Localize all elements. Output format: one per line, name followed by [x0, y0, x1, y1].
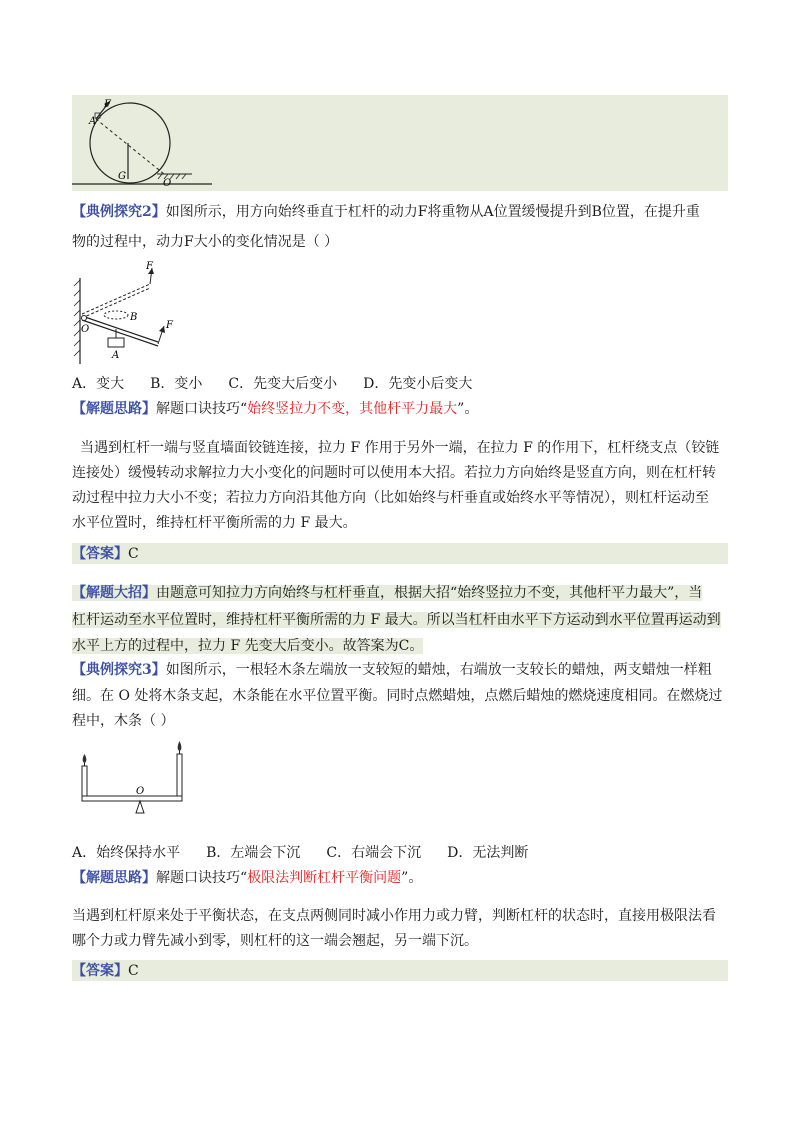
think2-pre: 解题口诀技巧“ — [156, 401, 248, 417]
ex3-options — [72, 843, 732, 863]
trick2-line1 — [72, 583, 732, 603]
ex3-option-d[interactable]: D．无法判断 — [447, 845, 529, 861]
think3-para-1: 当遇到杠杆原来处于平衡状态，在支点两侧同时减小作用力或力臂，判断杠杆的状态时，直接用极限法看 — [72, 908, 716, 924]
answer2-tag: 【答案】 — [72, 546, 128, 562]
label-A-2: A — [112, 350, 120, 361]
ex3-line3: 程中，木条（ ） — [72, 713, 175, 729]
ex3-option-b[interactable]: B．左端会下沉 — [206, 845, 301, 861]
answer2 — [72, 544, 732, 564]
trick2-text2: 杠杆运动至水平位置时，维持杠杆平衡所需的力 F 最大。所以当杠杆由水平下方运动到水平位置再运动到 — [72, 612, 721, 628]
think2-para-2: 连接处）缓慢转动求解拉力大小变化的问题时可以使用本大招。若拉力方向始终是竖直方向，则在杠杆转 — [72, 465, 716, 481]
trick2-line2 — [72, 610, 732, 630]
ex3-text1: 如图所示，一根轻木条左端放一支较短的蜡烛，右端放一支较长的蜡烛，两支蜡烛一样粗 — [165, 662, 712, 678]
lever-wall-figure — [72, 258, 192, 366]
label-O-2: O — [81, 324, 90, 335]
think3-para-2: 哪个力或力臂先减小到零，则杠杆的这一端会翘起，另一端下沉。 — [72, 933, 478, 949]
ex2-tag: 【典例探究2】 — [72, 204, 166, 220]
think2-para-4: 水平位置时，维持杠杆平衡所需的力 F 最大。 — [72, 515, 357, 531]
think3-post: ”。 — [401, 870, 423, 886]
think2-para-3: 动过程中拉力大小不变；若拉力方向沿其他方向（比如始终与杆垂直或始终水平等情况），则杠杆运动至 — [72, 490, 709, 506]
ex3-option-c[interactable]: C．右端会下沉 — [326, 845, 422, 861]
answer3 — [72, 961, 732, 981]
answer3-value: C — [128, 963, 139, 979]
think3-key: 极限法判断杠杆平衡问题 — [247, 870, 402, 886]
ex3-option-a[interactable]: A．始终保持水平 — [72, 845, 181, 861]
label-F-right: F — [166, 320, 173, 331]
think2-tag: 【解题思路】 — [72, 401, 156, 417]
label-O-3: O — [136, 786, 145, 797]
ex2-option-d[interactable]: D．先变小后变大 — [363, 376, 473, 392]
trick2-line3 — [72, 636, 732, 656]
ex2-option-c[interactable]: C．先变大后变小 — [228, 376, 338, 392]
label-F: F — [104, 99, 111, 110]
answer3-tag: 【答案】 — [72, 963, 128, 979]
trick2-text3: 水平上方的过程中，拉力 F 先变大后变小。故答案为C。 — [72, 638, 424, 654]
ex2-option-a[interactable]: A．变大 — [72, 376, 125, 392]
trick2-tag: 【解题大招】 — [72, 585, 156, 601]
ex2-options — [72, 374, 732, 394]
label-G: G — [118, 171, 126, 182]
think2-head — [72, 399, 732, 419]
ex2-line2: 物的过程中，动力F大小的变化情况是（ ） — [72, 234, 339, 250]
think3-pre: 解题口诀技巧“ — [156, 870, 248, 886]
label-B: B — [130, 312, 138, 323]
trick2-text1: 由题意可知拉力方向始终与杠杆垂直，根据大招“始终竖拉力不变，其他杆平力最大”，当 — [156, 585, 703, 601]
think3-tag: 【解题思路】 — [72, 870, 156, 886]
ex3-line1 — [72, 660, 732, 680]
label-A: A — [89, 116, 97, 127]
ex2-text1: 如图所示，用方向始终垂直于杠杆的动力F将重物从A位置缓慢提升到B位置，在提升重 — [165, 204, 700, 220]
think2-para-1: 当遇到杠杆一端与竖直墙面铰链连接，拉力 F 作用于另外一端，在拉力 F 的作用下，杠杆绕支点（铰链 — [80, 440, 720, 456]
answer2-value: C — [128, 546, 139, 562]
think2-post: ”。 — [457, 401, 479, 417]
think2-key: 始终竖拉力不变，其他杆平力最大 — [247, 401, 458, 417]
label-F-top: F — [146, 261, 153, 272]
ex2-line1 — [72, 202, 732, 222]
candle-lever-figure — [72, 738, 192, 828]
label-O: O — [163, 178, 172, 189]
ex3-line2: 细。在 O 处将木条支起，木条能在水平位置平衡。同时点燃蜡烛，点燃后蜡烛的燃烧速度相同。在燃烧过 — [72, 688, 723, 704]
think3-head — [72, 868, 732, 888]
wheel-figure — [72, 95, 212, 191]
ex2-option-b[interactable]: B．变小 — [150, 376, 203, 392]
ex3-tag: 【典例探究3】 — [72, 662, 166, 678]
